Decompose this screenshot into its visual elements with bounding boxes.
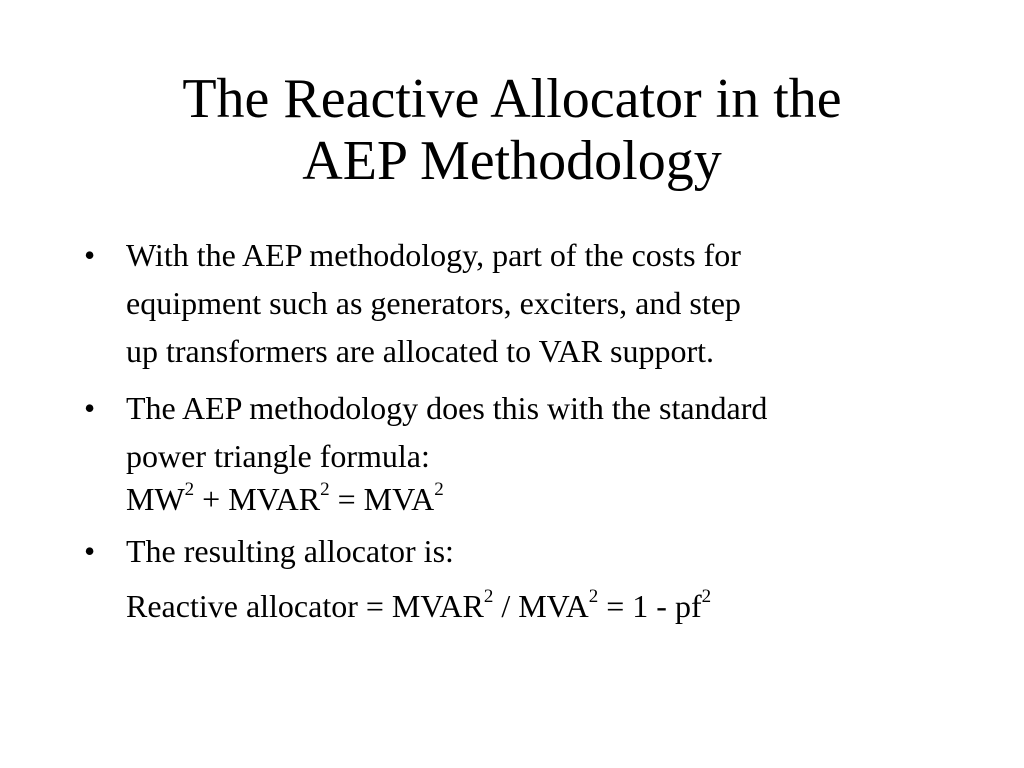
slide-title-line-2: AEP Methodology: [302, 130, 722, 192]
power-triangle-formula: [126, 480, 964, 518]
formula-exponent: 2: [483, 586, 494, 608]
bullet-text-line: equipment such as generators, exciters, and step: [126, 285, 741, 321]
reactive-allocator-formula: [126, 580, 964, 632]
bullet-icon: •: [84, 390, 96, 426]
formula-exponent: 2: [184, 479, 195, 501]
formula-exponent: 2: [320, 479, 330, 501]
formula-operator-plus: +: [194, 481, 229, 517]
formula-term-mva: MVA: [363, 481, 435, 517]
formula-exponent: 2: [434, 479, 444, 501]
bullet-icon: •: [84, 533, 96, 569]
formula-lhs: Reactive allocator =: [126, 588, 392, 624]
bullet-text-line: power triangle formula:: [126, 438, 430, 474]
formula-term-mw: MW: [126, 481, 185, 517]
formula-term-mvar: MVAR: [228, 481, 321, 517]
slide-title: [60, 68, 964, 192]
bullet-item-power-triangle: [84, 384, 964, 518]
bullet-text-line: The AEP methodology does this with the standard: [126, 390, 768, 426]
formula-exponent: 2: [588, 586, 599, 608]
formula-operator-divide: /: [493, 588, 519, 624]
bullet-item-resulting-allocator: [84, 527, 964, 632]
bullet-item-allocation: [84, 231, 964, 375]
formula-exponent: 2: [701, 586, 712, 608]
bullet-list: [84, 231, 964, 632]
formula-rhs: = 1 - pf: [598, 588, 702, 624]
formula-operator-equals: =: [329, 481, 364, 517]
bullet-icon: •: [84, 237, 96, 273]
formula-term-mva: MVA: [518, 588, 589, 624]
slide-title-line-1: The Reactive Allocator in the: [182, 68, 842, 130]
bullet-text-line: up transformers are allocated to VAR support.: [126, 333, 715, 369]
bullet-text-line: With the AEP methodology, part of the costs for: [126, 237, 741, 273]
formula-term-mvar: MVAR: [391, 588, 484, 624]
bullet-text-line: The resulting allocator is:: [126, 533, 454, 569]
